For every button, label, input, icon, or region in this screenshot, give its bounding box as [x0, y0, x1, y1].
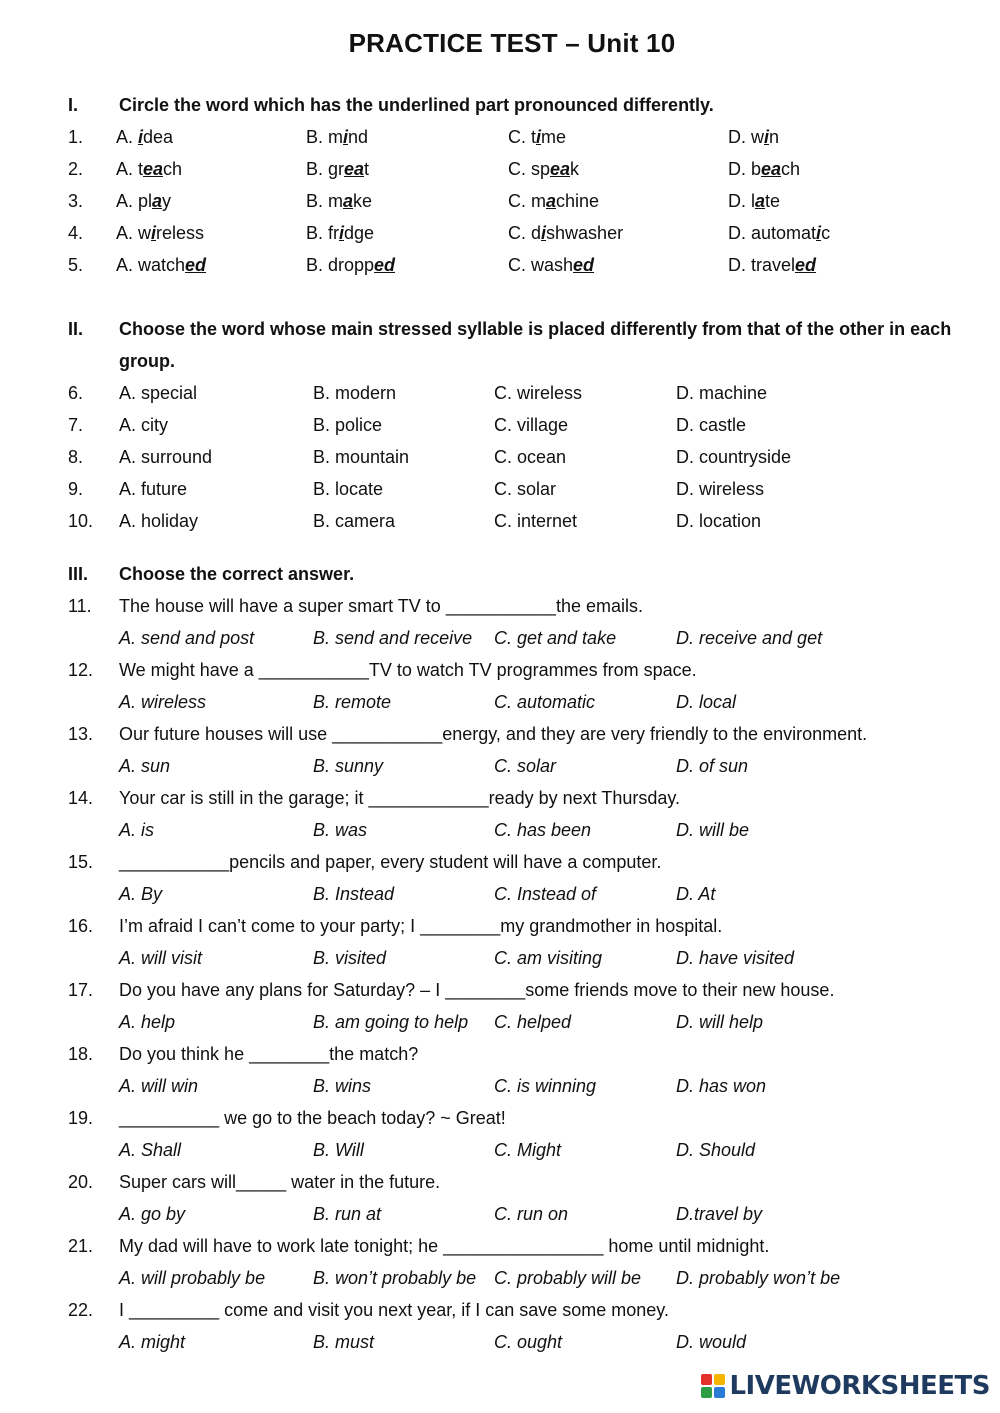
- question-number: 3.: [68, 191, 84, 211]
- answer-option[interactable]: D. machine: [676, 383, 768, 403]
- option-text: c: [821, 223, 831, 243]
- answer-option[interactable]: B. wins: [313, 1076, 372, 1096]
- logo-square-red: [701, 1374, 712, 1385]
- option-text: B. gr: [306, 159, 345, 179]
- answer-option[interactable]: D. has won: [676, 1076, 767, 1096]
- answer-option[interactable]: A. holiday: [119, 511, 199, 531]
- answer-option[interactable]: D. local: [676, 692, 737, 712]
- answer-option[interactable]: B. locate: [313, 479, 384, 499]
- question-text: My dad will have to work late tonight; he ________________ home until midnight.: [119, 1236, 770, 1256]
- answer-option[interactable]: A. go by: [119, 1204, 186, 1224]
- question-row: [0, 377, 1000, 409]
- options-row: [0, 1198, 1000, 1230]
- answer-option[interactable]: C. ocean: [494, 447, 567, 467]
- answer-option[interactable]: A. is: [119, 820, 155, 840]
- options-row: [0, 1006, 1000, 1038]
- answer-option[interactable]: B. modern: [313, 383, 397, 403]
- answer-option[interactable]: [116, 249, 206, 281]
- question-number: 2.: [68, 159, 84, 179]
- answer-option[interactable]: B. send and receive: [313, 628, 473, 648]
- question-number: 20.: [68, 1172, 94, 1192]
- underlined-part: i: [816, 223, 822, 243]
- option-text: n: [769, 127, 780, 147]
- answer-option[interactable]: C. Might: [494, 1140, 562, 1160]
- question-number: 5.: [68, 255, 84, 275]
- question-text: We might have a ___________TV to watch TV programmes from space.: [119, 660, 697, 680]
- question-number: 17.: [68, 980, 94, 1000]
- underlined-part: i: [339, 223, 345, 243]
- answer-option[interactable]: A. By: [119, 884, 163, 904]
- answer-option[interactable]: C. automatic: [494, 692, 596, 712]
- answer-option[interactable]: D. Should: [676, 1140, 756, 1160]
- answer-option[interactable]: D. will be: [676, 820, 750, 840]
- option-text: A. w: [116, 223, 152, 243]
- question-row: [0, 1166, 1000, 1198]
- logo-square-blue: [714, 1387, 725, 1398]
- underlined-part: i: [343, 127, 349, 147]
- logo-square-green: [701, 1387, 712, 1398]
- underlined-part: a: [152, 191, 163, 211]
- question-text: ___________pencils and paper, every student will have a computer.: [119, 852, 662, 872]
- question-row: [0, 846, 1000, 878]
- answer-option[interactable]: A. Shall: [119, 1140, 182, 1160]
- answer-option[interactable]: D. would: [676, 1332, 747, 1352]
- underlined-part: i: [151, 223, 157, 243]
- question-text: Super cars will_____ water in the future.: [119, 1172, 441, 1192]
- option-text: C. t: [508, 127, 537, 147]
- answer-option[interactable]: A. future: [119, 479, 188, 499]
- question-text: Do you think he ________the match?: [119, 1044, 419, 1064]
- answer-option[interactable]: B. must: [313, 1332, 375, 1352]
- answer-option[interactable]: C. ought: [494, 1332, 563, 1352]
- answer-option[interactable]: A. sun: [119, 756, 171, 776]
- answer-option[interactable]: B. camera: [313, 511, 396, 531]
- question-number: 19.: [68, 1108, 94, 1128]
- question-row: [0, 153, 1000, 185]
- answer-option[interactable]: A. will probably be: [119, 1268, 266, 1288]
- question-text: I _________ come and visit you next year, if I can save some money.: [119, 1300, 669, 1320]
- option-text: A. watch: [116, 255, 186, 275]
- page-title: PRACTICE TEST – Unit 10: [348, 28, 676, 58]
- options-row: [0, 1326, 1000, 1358]
- answer-option[interactable]: A. help: [119, 1012, 176, 1032]
- answer-option[interactable]: [508, 121, 566, 153]
- question-row: [0, 249, 1000, 281]
- question-text: The house will have a super smart TV to ___________the emails.: [119, 596, 643, 616]
- answer-option[interactable]: B. mountain: [313, 447, 410, 467]
- answer-option[interactable]: B. was: [313, 820, 368, 840]
- answer-option[interactable]: A. surround: [119, 447, 213, 467]
- underlined-part: ed: [795, 255, 817, 275]
- question-number: 11.: [68, 596, 92, 616]
- answer-option[interactable]: D.travel by: [676, 1204, 763, 1224]
- options-row: [0, 942, 1000, 974]
- underlined-part: a: [546, 191, 557, 211]
- options-row: [0, 622, 1000, 654]
- options-row: [0, 1134, 1000, 1166]
- option-text: A. pl: [116, 191, 153, 211]
- answer-option[interactable]: D. of sun: [676, 756, 749, 776]
- question-row: [0, 1294, 1000, 1326]
- underlined-part: ea: [550, 159, 571, 179]
- question-row: [0, 409, 1000, 441]
- answer-option[interactable]: A. might: [119, 1332, 186, 1352]
- options-row: [0, 686, 1000, 718]
- answer-option[interactable]: C. probably will be: [494, 1268, 642, 1288]
- option-text: C. wash: [508, 255, 574, 275]
- answer-option[interactable]: [508, 153, 579, 185]
- question-number: 22.: [68, 1300, 94, 1320]
- question-row: [0, 718, 1000, 750]
- answer-option[interactable]: B. Instead: [313, 884, 395, 904]
- question-row: [0, 441, 1000, 473]
- option-text: D. w: [728, 127, 764, 147]
- option-text: D. b: [728, 159, 762, 179]
- question-text: Your car is still in the garage; it ____________ready by next Thursday.: [119, 788, 681, 808]
- question-number: 9.: [68, 479, 84, 499]
- section-number: I.: [68, 95, 79, 115]
- question-number: 1.: [68, 127, 84, 147]
- options-row: [0, 750, 1000, 782]
- section-2-heading-cont: [0, 345, 1000, 377]
- question-number: 12.: [68, 660, 94, 680]
- underlined-part: ea: [761, 159, 782, 179]
- section-instruction: Choose the word whose main stressed syllable is placed differently from that of the other in each: [119, 319, 952, 339]
- answer-option[interactable]: [306, 185, 372, 217]
- underlined-part: a: [755, 191, 766, 211]
- answer-option[interactable]: [728, 249, 816, 281]
- answer-option[interactable]: D. At: [676, 884, 716, 904]
- question-number: 10.: [68, 511, 94, 531]
- option-text: B. fr: [306, 223, 340, 243]
- logo-grid-icon: [701, 1374, 725, 1398]
- answer-option[interactable]: A. city: [119, 415, 169, 435]
- question-number: 14.: [68, 788, 94, 808]
- answer-option[interactable]: B. run at: [313, 1204, 382, 1224]
- answer-option[interactable]: C. is winning: [494, 1076, 597, 1096]
- answer-option[interactable]: [116, 217, 204, 249]
- option-text: y: [162, 191, 172, 211]
- answer-option[interactable]: [306, 217, 374, 249]
- question-number: 13.: [68, 724, 94, 744]
- answer-option[interactable]: C. get and take: [494, 628, 617, 648]
- options-row: [0, 1070, 1000, 1102]
- options-row: [0, 814, 1000, 846]
- option-text: ch: [781, 159, 801, 179]
- answer-option[interactable]: D. probably won’t be: [676, 1268, 841, 1288]
- options-row: [0, 878, 1000, 910]
- question-row: [0, 654, 1000, 686]
- answer-option[interactable]: [728, 121, 779, 153]
- question-row: [0, 121, 1000, 153]
- underlined-part: ed: [185, 255, 207, 275]
- question-text: Do you have any plans for Saturday? – I ________some friends move to their new house.: [119, 980, 835, 1000]
- question-row: [0, 505, 1000, 537]
- underlined-part: i: [764, 127, 770, 147]
- option-text: A.: [116, 127, 139, 147]
- question-number: 6.: [68, 383, 84, 403]
- answer-option[interactable]: B. Will: [313, 1140, 364, 1160]
- answer-option[interactable]: C. run on: [494, 1204, 569, 1224]
- question-number: 16.: [68, 916, 94, 936]
- answer-option[interactable]: B. visited: [313, 948, 387, 968]
- underlined-part: i: [541, 223, 547, 243]
- question-text: I’m afraid I can’t come to your party; I ________my grandmother in hospital.: [119, 916, 723, 936]
- option-text: k: [570, 159, 580, 179]
- answer-option[interactable]: D. castle: [676, 415, 747, 435]
- answer-option[interactable]: B. am going to help: [313, 1012, 469, 1032]
- option-text: shwasher: [546, 223, 624, 243]
- question-number: 21.: [68, 1236, 94, 1256]
- answer-option[interactable]: [116, 121, 173, 153]
- answer-option[interactable]: B. sunny: [313, 756, 384, 776]
- answer-option[interactable]: [508, 249, 594, 281]
- answer-option[interactable]: B. won’t probably be: [313, 1268, 477, 1288]
- question-row: [0, 473, 1000, 505]
- question-number: 8.: [68, 447, 84, 467]
- answer-option[interactable]: A. will win: [119, 1076, 199, 1096]
- answer-option[interactable]: C. solar: [494, 756, 557, 776]
- answer-option[interactable]: C. am visiting: [494, 948, 603, 968]
- section-2-heading: [0, 313, 1000, 345]
- logo-square-yellow: [714, 1374, 725, 1385]
- answer-option[interactable]: D. wireless: [676, 479, 765, 499]
- question-number: 18.: [68, 1044, 94, 1064]
- answer-option[interactable]: C. internet: [494, 511, 578, 531]
- question-row: [0, 1230, 1000, 1262]
- answer-option[interactable]: B. police: [313, 415, 383, 435]
- question-text: Our future houses will use ___________energy, and they are very friendly to the environment.: [119, 724, 868, 744]
- question-number: 7.: [68, 415, 84, 435]
- answer-option[interactable]: A. send and post: [119, 628, 255, 648]
- options-row: [0, 1262, 1000, 1294]
- answer-option[interactable]: D. will help: [676, 1012, 764, 1032]
- question-text: __________ we go to the beach today? ~ Great!: [119, 1108, 506, 1128]
- answer-option[interactable]: [728, 185, 780, 217]
- answer-option[interactable]: [728, 217, 830, 249]
- question-row: [0, 185, 1000, 217]
- option-text: B. m: [306, 127, 344, 147]
- answer-option[interactable]: [306, 153, 369, 185]
- answer-option[interactable]: C. village: [494, 415, 569, 435]
- answer-option[interactable]: A. wireless: [119, 692, 207, 712]
- underlined-part: i: [138, 127, 144, 147]
- answer-option[interactable]: [508, 217, 623, 249]
- underlined-part: ed: [374, 255, 396, 275]
- question-row: [0, 1038, 1000, 1070]
- section-instruction: Choose the correct answer.: [119, 564, 355, 584]
- question-row: [0, 217, 1000, 249]
- section-number: III.: [68, 564, 89, 584]
- answer-option[interactable]: A. will visit: [119, 948, 203, 968]
- question-number: 15.: [68, 852, 94, 872]
- option-text: me: [541, 127, 567, 147]
- answer-option[interactable]: [306, 249, 395, 281]
- underlined-part: ea: [344, 159, 365, 179]
- option-text: C. d: [508, 223, 542, 243]
- option-text: chine: [556, 191, 600, 211]
- question-row: [0, 910, 1000, 942]
- answer-option[interactable]: A. special: [119, 383, 198, 403]
- option-text: te: [765, 191, 781, 211]
- answer-option[interactable]: C. helped: [494, 1012, 572, 1032]
- answer-option[interactable]: D. location: [676, 511, 762, 531]
- answer-option[interactable]: C. has been: [494, 820, 592, 840]
- option-text: B. dropp: [306, 255, 375, 275]
- answer-option[interactable]: [116, 185, 171, 217]
- option-text: D. l: [728, 191, 755, 211]
- option-text: C. sp: [508, 159, 551, 179]
- liveworksheets-logo[interactable]: [701, 1369, 990, 1403]
- question-row: [0, 974, 1000, 1006]
- answer-option[interactable]: D. receive and get: [676, 628, 823, 648]
- answer-option[interactable]: D. countryside: [676, 447, 792, 467]
- answer-option[interactable]: [116, 153, 182, 185]
- question-row: [0, 590, 1000, 622]
- option-text: A. t: [116, 159, 144, 179]
- answer-option[interactable]: [508, 185, 599, 217]
- underlined-part: ed: [573, 255, 595, 275]
- option-text: C. m: [508, 191, 546, 211]
- section-instruction: group.: [119, 351, 175, 371]
- answer-option[interactable]: C. solar: [494, 479, 557, 499]
- option-text: nd: [348, 127, 369, 147]
- answer-option[interactable]: [306, 121, 368, 153]
- underlined-part: ea: [143, 159, 164, 179]
- answer-option[interactable]: D. have visited: [676, 948, 795, 968]
- underlined-part: a: [343, 191, 354, 211]
- answer-option[interactable]: C. wireless: [494, 383, 583, 403]
- underlined-part: i: [536, 127, 542, 147]
- option-text: ch: [163, 159, 183, 179]
- question-number: 4.: [68, 223, 84, 243]
- option-text: dea: [143, 127, 174, 147]
- section-3-heading: [0, 558, 1000, 590]
- section-number: II.: [68, 319, 84, 339]
- question-row: [0, 782, 1000, 814]
- section-1-heading: [0, 89, 1000, 121]
- option-text: dge: [344, 223, 375, 243]
- option-text: D. travel: [728, 255, 796, 275]
- question-row: [0, 1102, 1000, 1134]
- option-text: ke: [353, 191, 373, 211]
- answer-option[interactable]: B. remote: [313, 692, 392, 712]
- section-instruction: Circle the word which has the underlined part pronounced differently.: [119, 95, 714, 115]
- answer-option[interactable]: [728, 153, 800, 185]
- option-text: D. automat: [728, 223, 817, 243]
- logo-text: LIVEWORKSHEETS: [729, 1371, 990, 1401]
- option-text: B. m: [306, 191, 344, 211]
- option-text: t: [364, 159, 370, 179]
- option-text: reless: [156, 223, 205, 243]
- answer-option[interactable]: C. Instead of: [494, 884, 597, 904]
